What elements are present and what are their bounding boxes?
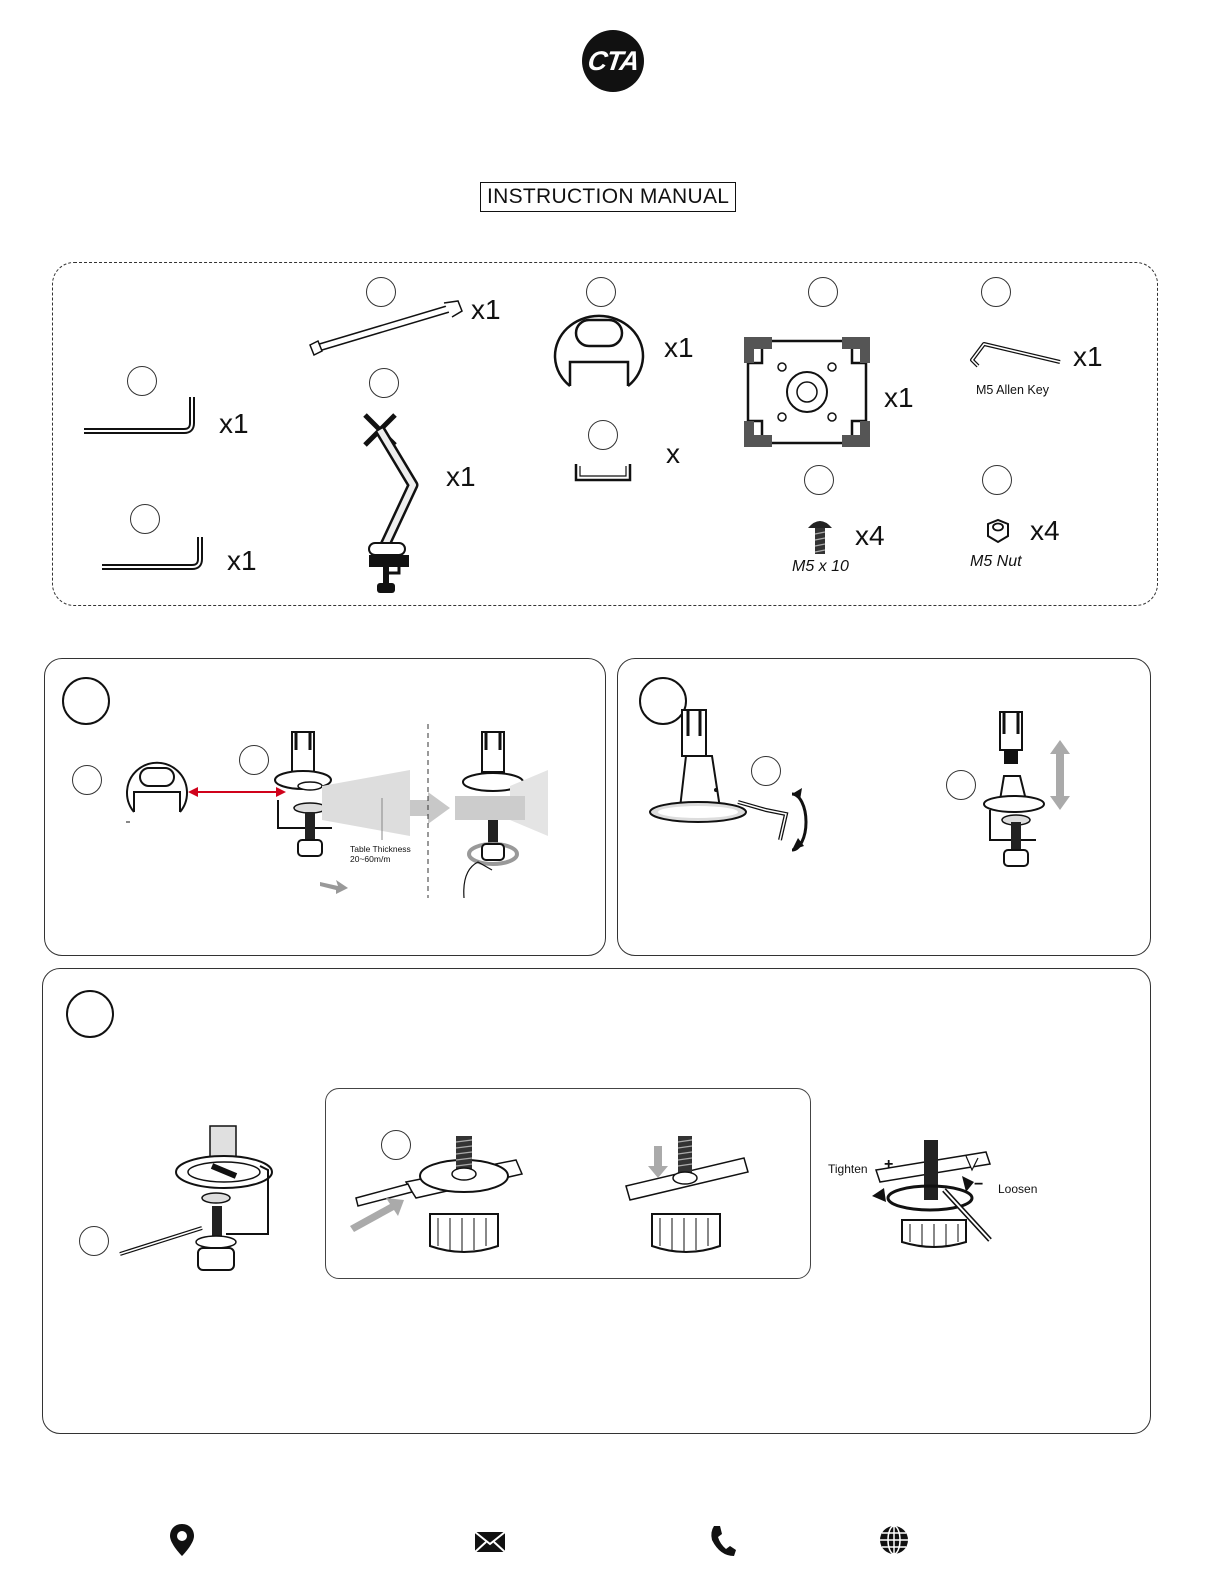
part-label-circle xyxy=(804,465,834,495)
cta-logo xyxy=(582,30,644,92)
vesa-plate-icon xyxy=(742,333,872,451)
table-thickness-label: Table Thickness xyxy=(350,844,411,854)
step-3-clamp-illustration xyxy=(116,1122,286,1278)
part-label-circle xyxy=(981,277,1011,307)
step-3-number-circle xyxy=(66,990,114,1038)
long-l-key-icon xyxy=(82,395,202,440)
step-1-illustration xyxy=(100,720,560,900)
part-label-circle xyxy=(586,277,616,307)
part-label-circle xyxy=(982,465,1012,495)
nut-qty: x4 xyxy=(1030,515,1060,546)
screw-label: M5 x 10 xyxy=(792,558,849,575)
table-thickness-range: 20~60m/m xyxy=(350,854,391,864)
monitor-arm-icon xyxy=(355,405,435,600)
nut-label: M5 Nut xyxy=(970,553,1022,570)
logo-text: CTA xyxy=(585,45,641,76)
screw-icon xyxy=(806,516,834,556)
allen-key-icon xyxy=(964,338,1066,372)
part-label-circle xyxy=(79,1226,109,1256)
part-label-circle xyxy=(946,770,976,800)
nut-icon xyxy=(984,518,1012,544)
arm-qty: x1 xyxy=(446,461,476,492)
part-label-circle xyxy=(808,277,838,307)
screw-qty: x4 xyxy=(855,520,885,551)
bracket-icon xyxy=(572,460,636,486)
short-key-qty: x1 xyxy=(227,545,257,576)
short-l-key-icon xyxy=(100,535,210,575)
part-label-circle xyxy=(369,368,399,398)
tighten-label: Tighten xyxy=(828,1162,868,1176)
part-label-circle xyxy=(72,765,102,795)
table-thickness-note xyxy=(350,844,411,864)
mail-icon xyxy=(473,1524,507,1560)
loosen-label: Loosen xyxy=(998,1182,1038,1196)
page-title: INSTRUCTION MANUAL xyxy=(480,182,736,212)
part-label-circle xyxy=(127,366,157,396)
allen-key-label: M5 Allen Key xyxy=(976,383,1049,397)
grommet-plate-qty: x1 xyxy=(664,332,694,363)
bracket-qty: x xyxy=(666,438,680,469)
step-3-wrench-detail xyxy=(346,1134,526,1262)
allen-key-qty: x1 xyxy=(1073,341,1103,372)
step-1-number-circle xyxy=(62,677,110,725)
part-label-circle xyxy=(588,420,618,450)
step-2-allen-illustration xyxy=(646,710,826,860)
loosen-minus: − xyxy=(974,1176,984,1193)
phone-icon xyxy=(706,1522,738,1558)
step-3-washer-detail xyxy=(620,1134,754,1262)
wrench-qty: x1 xyxy=(471,294,501,325)
vesa-plate-qty: x1 xyxy=(884,382,914,413)
location-pin-icon xyxy=(166,1522,198,1558)
step-2-height-illustration xyxy=(974,710,1080,870)
globe-icon xyxy=(878,1522,910,1558)
wrench-icon xyxy=(308,295,468,361)
part-label-circle xyxy=(239,745,269,775)
long-key-qty: x1 xyxy=(219,408,249,439)
grommet-plate-icon xyxy=(552,312,646,392)
tighten-plus: + xyxy=(884,1156,894,1173)
part-label-circle xyxy=(130,504,160,534)
